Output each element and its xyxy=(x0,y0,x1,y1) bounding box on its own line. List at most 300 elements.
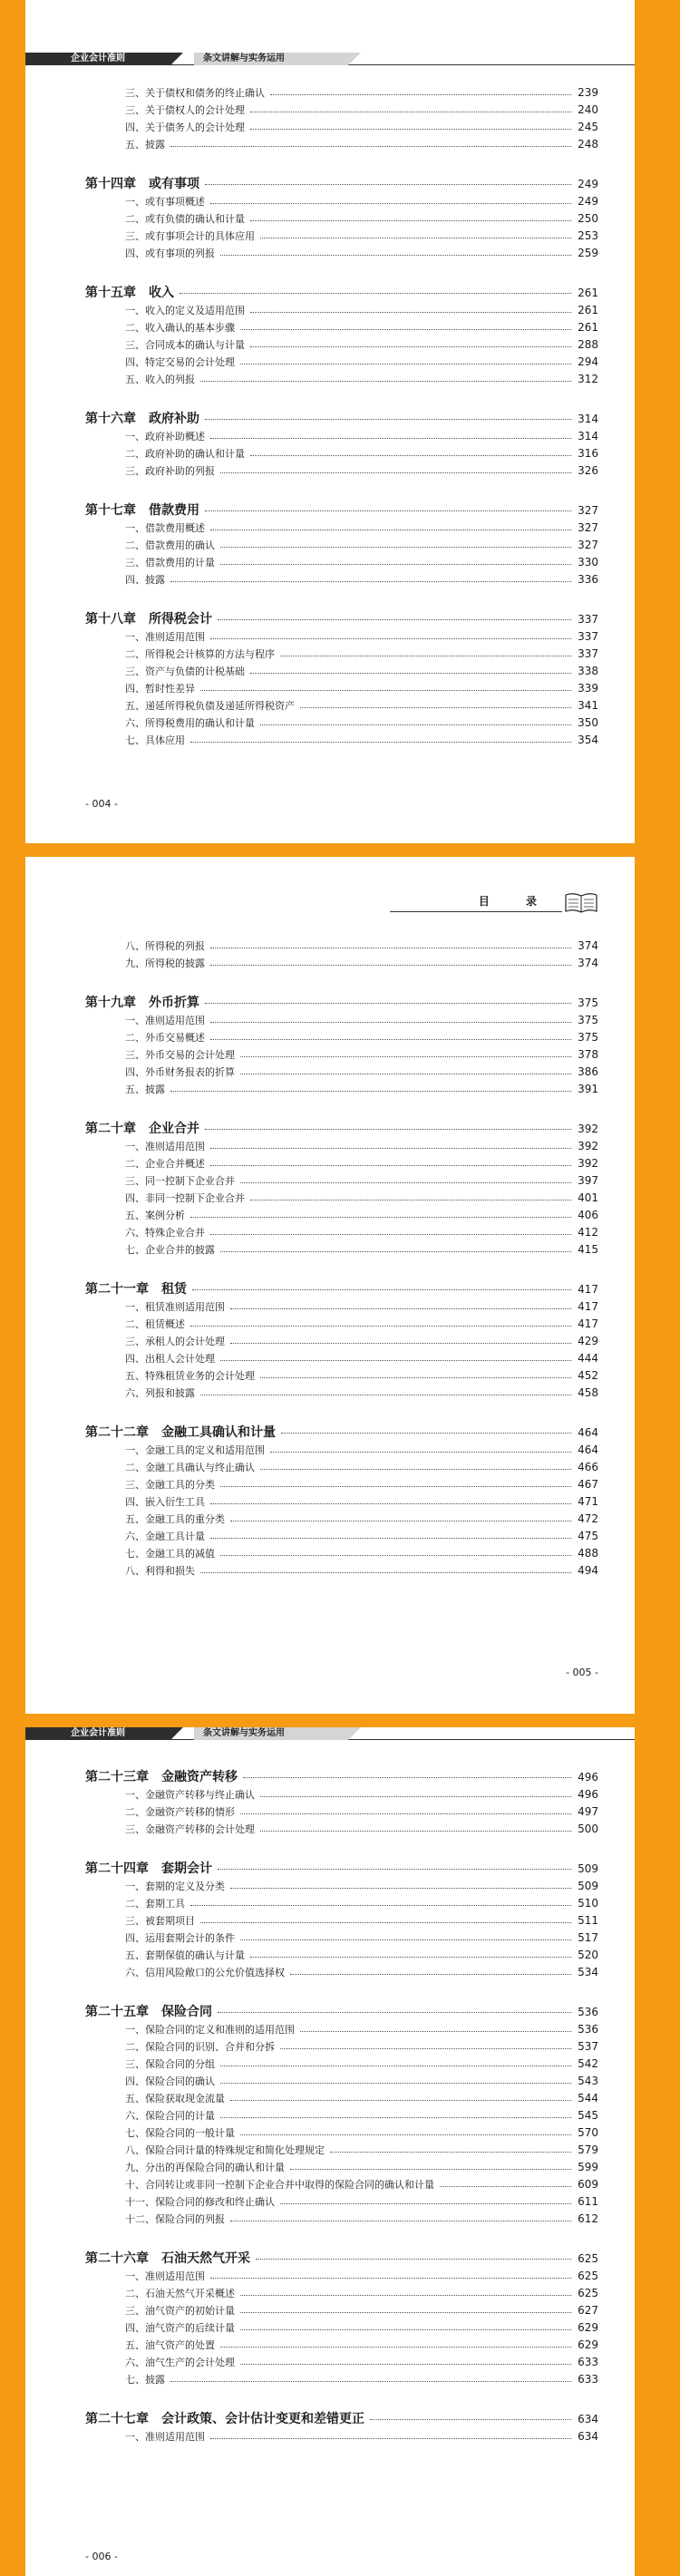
header-book-title: 企业会计准则 xyxy=(25,53,170,65)
page-number: 634 xyxy=(578,2430,598,2443)
toc-section-entry xyxy=(85,2022,598,2039)
dot-leader xyxy=(250,1956,571,1958)
page-number: 629 xyxy=(578,2321,598,2334)
page-folio: - 004 - xyxy=(85,798,118,810)
toc-section-entry xyxy=(85,1208,598,1225)
dot-leader xyxy=(243,1776,571,1778)
section-title: 四、出租人会计处理 xyxy=(125,1353,215,1365)
page-number: 417 xyxy=(578,1300,598,1313)
chapter-number: 第十八章 xyxy=(85,612,136,627)
page-number: 261 xyxy=(578,287,598,299)
dot-leader xyxy=(170,580,571,582)
toc-section-entry xyxy=(85,1385,598,1403)
page-number: 341 xyxy=(578,699,598,712)
toc-section-entry xyxy=(85,2074,598,2091)
dot-leader xyxy=(270,1451,571,1453)
toc-chapter-entry xyxy=(85,283,598,303)
chapter-number: 第十九章 xyxy=(85,996,136,1010)
page-number: 314 xyxy=(578,413,598,425)
page-number: 239 xyxy=(578,86,598,99)
section-title: 三、同一控制下企业合并 xyxy=(125,1175,235,1187)
section-title: 六、特殊企业合并 xyxy=(125,1227,205,1239)
dot-leader xyxy=(240,2311,571,2313)
section-title: 三、合同成本的确认与计量 xyxy=(125,339,245,351)
section-title: 七、保险合同的一般计量 xyxy=(125,2127,235,2139)
section-title: 九、所得税的披露 xyxy=(125,957,205,969)
toc-chapter-entry xyxy=(85,1859,598,1879)
section-title: 一、借款费用概述 xyxy=(125,522,205,534)
dot-leader xyxy=(210,1502,571,1504)
open-book-icon xyxy=(564,891,598,913)
dot-leader xyxy=(330,2151,571,2153)
dot-leader xyxy=(230,1342,571,1344)
dot-leader xyxy=(240,2294,571,2296)
dot-leader xyxy=(218,1868,571,1870)
toc-section-entry xyxy=(85,1173,598,1191)
page-number: 467 xyxy=(578,1478,598,1491)
page-number: 509 xyxy=(578,1880,598,1892)
dot-leader xyxy=(280,2202,571,2204)
dot-leader xyxy=(210,529,571,530)
toc-section-entry xyxy=(85,1299,598,1317)
toc-section-entry xyxy=(85,372,598,389)
page-number: 250 xyxy=(578,212,598,225)
toc-section-entry xyxy=(85,1477,598,1494)
dot-leader xyxy=(260,1830,571,1832)
toc-chapter-entry xyxy=(85,1767,598,1787)
section-title: 五、披露 xyxy=(125,139,165,151)
dot-leader xyxy=(240,1813,571,1814)
page-number: 458 xyxy=(578,1386,598,1399)
dot-leader xyxy=(230,1520,571,1521)
toc-section-entry xyxy=(85,2372,598,2389)
book-page-005 xyxy=(25,857,635,1714)
toc-section-entry xyxy=(85,2194,598,2211)
page-number: 253 xyxy=(578,229,598,242)
toc-section-entry xyxy=(85,715,598,733)
dot-leader xyxy=(240,1939,571,1940)
chapter-title: 石油天然气开采 xyxy=(161,2251,250,2266)
page-number: 374 xyxy=(578,957,598,969)
toc-section-entry xyxy=(85,1368,598,1385)
toc-section-entry xyxy=(85,102,598,120)
dot-leader xyxy=(240,2134,571,2135)
chapter-number: 第二十七章 xyxy=(85,2412,149,2426)
section-title: 三、保险合同的分组 xyxy=(125,2058,215,2070)
toc-section-entry xyxy=(85,1191,598,1208)
toc-section-entry xyxy=(85,1139,598,1156)
page-number: 350 xyxy=(578,716,598,729)
page-number: 249 xyxy=(578,195,598,208)
page-number: 327 xyxy=(578,521,598,534)
section-title: 七、金融工具的减值 xyxy=(125,1548,215,1560)
section-title: 三、被套期项目 xyxy=(125,1915,195,1927)
dot-leader xyxy=(260,1795,571,1797)
page-number: 534 xyxy=(578,1966,598,1978)
toc-section-entry xyxy=(85,228,598,246)
dot-leader xyxy=(218,618,571,620)
toc-section-entry xyxy=(85,2355,598,2372)
dot-leader xyxy=(230,2099,571,2101)
section-title: 一、金融工具的定义和适用范围 xyxy=(125,1444,265,1456)
dot-leader xyxy=(280,2047,571,2049)
dot-leader xyxy=(190,1325,571,1327)
section-title: 四、暂时性差异 xyxy=(125,683,195,695)
section-title: 五、披露 xyxy=(125,1084,165,1095)
toc-section-entry xyxy=(85,572,598,589)
section-title: 四、披露 xyxy=(125,574,165,586)
dot-leader xyxy=(200,689,571,691)
section-title: 二、套期工具 xyxy=(125,1898,185,1910)
dot-leader xyxy=(200,1571,571,1573)
chapter-number: 第二十一章 xyxy=(85,1282,149,1297)
section-title: 三、资产与负债的计税基础 xyxy=(125,666,245,677)
section-title: 二、租赁概述 xyxy=(125,1318,185,1330)
toc-section-entry xyxy=(85,681,598,698)
toc-section-entry xyxy=(85,429,598,446)
page-number: 634 xyxy=(578,2413,598,2425)
section-title: 四、或有事项的列报 xyxy=(125,248,215,259)
toc-section-entry xyxy=(85,2303,598,2320)
section-title: 四、嵌入衍生工具 xyxy=(125,1496,205,1508)
chapter-number: 第十五章 xyxy=(85,286,136,300)
dot-leader xyxy=(200,1921,571,1923)
section-title: 六、保险合同的计量 xyxy=(125,2110,215,2122)
page-number: 386 xyxy=(578,1065,598,1078)
page-number: 392 xyxy=(578,1123,598,1135)
dot-leader xyxy=(190,1216,571,1218)
toc-section-entry xyxy=(85,246,598,263)
toc-section-entry xyxy=(85,1351,598,1368)
page-number: 633 xyxy=(578,2373,598,2386)
page-number: 471 xyxy=(578,1495,598,1508)
section-title: 七、企业合并的披露 xyxy=(125,1244,215,1256)
section-title: 二、金融资产转移的情形 xyxy=(125,1806,235,1818)
section-title: 一、套期的定义及分类 xyxy=(125,1881,225,1892)
dot-leader xyxy=(205,510,571,511)
toc-section-entry xyxy=(85,446,598,463)
chapter-number: 第二十五章 xyxy=(85,2005,149,2019)
toc-section-entry xyxy=(85,698,598,715)
page-number: 330 xyxy=(578,556,598,569)
page-number: 475 xyxy=(578,1530,598,1542)
page-number: 337 xyxy=(578,647,598,660)
toc-section-entry xyxy=(85,1494,598,1512)
dot-leader xyxy=(210,1537,571,1539)
section-title: 一、准则适用范围 xyxy=(125,1141,205,1152)
dot-leader xyxy=(210,1164,571,1166)
toc-section-entry xyxy=(85,2108,598,2125)
toc-section-entry xyxy=(85,2320,598,2338)
toc-chapter-entry xyxy=(85,2409,598,2429)
dot-leader xyxy=(220,1359,571,1361)
chapter-number: 第十四章 xyxy=(85,177,136,191)
section-title: 四、油气资产的后续计量 xyxy=(125,2322,235,2334)
page-number: 625 xyxy=(578,2287,598,2299)
section-title: 七、披露 xyxy=(125,2374,165,2386)
dot-leader xyxy=(200,380,571,382)
toc-section-entry xyxy=(85,1334,598,1351)
toc-section-entry xyxy=(85,2286,598,2303)
header-rule xyxy=(390,911,562,912)
page-number: 240 xyxy=(578,103,598,116)
page-number: 612 xyxy=(578,2212,598,2225)
section-title: 三、外币交易的会计处理 xyxy=(125,1049,235,1061)
section-title: 十二、保险合同的列报 xyxy=(125,2213,225,2225)
dot-leader xyxy=(220,1485,571,1487)
page-number: 354 xyxy=(578,734,598,746)
page-number: 611 xyxy=(578,2195,598,2208)
toc-section-entry xyxy=(85,2125,598,2143)
toc-section-entry xyxy=(85,1879,598,1896)
toc-page-004 xyxy=(85,85,598,750)
section-title: 十、合同转让或非同一控制下企业合并中取得的保险合同的确认和计量 xyxy=(125,2179,434,2191)
toc-section-entry xyxy=(85,2056,598,2074)
chapter-title: 保险合同 xyxy=(161,2005,212,2019)
chapter-title: 金融资产转移 xyxy=(161,1770,238,1784)
page-number: 488 xyxy=(578,1547,598,1560)
toc-section-entry xyxy=(85,1156,598,1173)
dot-leader xyxy=(240,1181,571,1183)
section-title: 一、准则适用范围 xyxy=(125,631,205,643)
dot-leader xyxy=(210,947,571,948)
toc-chapter-entry xyxy=(85,501,598,520)
header-book-title: 企业会计准则 xyxy=(25,1727,170,1740)
page-number: 496 xyxy=(578,1788,598,1801)
dot-leader xyxy=(280,655,571,656)
toc-chapter-entry xyxy=(85,1119,598,1139)
section-title: 二、或有负债的确认和计量 xyxy=(125,213,245,225)
toc-section-entry xyxy=(85,733,598,750)
page-number: 312 xyxy=(578,373,598,385)
page-number: 337 xyxy=(578,613,598,626)
page-number: 509 xyxy=(578,1862,598,1875)
dot-leader xyxy=(220,2065,571,2066)
toc-page-006 xyxy=(85,1747,598,2446)
page-number: 406 xyxy=(578,1209,598,1221)
dot-leader xyxy=(220,1250,571,1252)
section-title: 六、油气生产的会计处理 xyxy=(125,2357,235,2368)
toc-page-005 xyxy=(85,938,598,1580)
dot-leader xyxy=(220,2082,571,2084)
section-title: 二、金融工具确认与终止确认 xyxy=(125,1462,255,1473)
dot-leader xyxy=(240,363,571,365)
toc-chapter-entry xyxy=(85,409,598,429)
dot-leader xyxy=(260,1468,571,1470)
section-title: 三、金融资产转移的会计处理 xyxy=(125,1823,255,1835)
toc-section-entry xyxy=(85,211,598,228)
toc-section-entry xyxy=(85,355,598,372)
chapter-number: 第二十四章 xyxy=(85,1862,149,1876)
toc-section-entry xyxy=(85,1512,598,1529)
page-number: 545 xyxy=(578,2109,598,2122)
section-title: 三、关于债权人的会计处理 xyxy=(125,104,245,116)
dot-leader xyxy=(250,311,571,313)
toc-section-entry xyxy=(85,1030,598,1047)
page-number: 599 xyxy=(578,2161,598,2173)
toc-chapter-entry xyxy=(85,174,598,194)
page-number: 316 xyxy=(578,447,598,460)
page-number: 496 xyxy=(578,1771,598,1784)
section-title: 四、保险合同的确认 xyxy=(125,2075,215,2087)
section-title: 二、保险合同的识别、合并和分拆 xyxy=(125,2041,275,2053)
page-number: 536 xyxy=(578,2006,598,2018)
dot-leader xyxy=(250,219,571,221)
section-title: 三、关于债权和债务的终止确认 xyxy=(125,87,265,99)
running-header xyxy=(25,53,635,65)
toc-section-entry xyxy=(85,2160,598,2177)
section-title: 八、利得和损失 xyxy=(125,1565,195,1577)
page-number: 249 xyxy=(578,178,598,190)
toc-chapter-entry xyxy=(85,1423,598,1443)
section-title: 一、金融资产转移与终止确认 xyxy=(125,1789,255,1801)
page-number: 500 xyxy=(578,1823,598,1835)
page-number: 466 xyxy=(578,1461,598,1473)
chapter-number: 第二十六章 xyxy=(85,2251,149,2266)
section-title: 一、准则适用范围 xyxy=(125,2270,205,2282)
dot-leader xyxy=(220,254,571,256)
page-number: 397 xyxy=(578,1174,598,1187)
toc-section-entry xyxy=(85,1896,598,1913)
toc-section-entry xyxy=(85,1013,598,1030)
chapter-title: 租赁 xyxy=(161,1282,187,1297)
section-title: 三、承租人的会计处理 xyxy=(125,1336,225,1347)
toc-section-entry xyxy=(85,1064,598,1082)
chapter-title: 金融工具确认和计量 xyxy=(161,1425,276,1440)
dot-leader xyxy=(170,2380,571,2382)
toc-chapter-entry xyxy=(85,1279,598,1299)
toc-section-entry xyxy=(85,1546,598,1563)
chapter-title: 收入 xyxy=(149,286,174,300)
toc-section-entry xyxy=(85,664,598,681)
dot-leader xyxy=(192,1288,571,1290)
section-title: 二、企业合并概述 xyxy=(125,1158,205,1170)
dot-leader xyxy=(210,1233,571,1235)
toc-section-entry xyxy=(85,320,598,337)
section-title: 八、保险合同计量的特殊规定和简化处理规定 xyxy=(125,2144,325,2156)
dot-leader xyxy=(260,724,571,725)
section-title: 五、套期保值的确认与计量 xyxy=(125,1949,245,1961)
dot-leader xyxy=(170,145,571,147)
chapter-number: 第二十章 xyxy=(85,1122,136,1136)
dot-leader xyxy=(220,1554,571,1556)
page-number: 570 xyxy=(578,2126,598,2139)
dot-leader xyxy=(370,2418,571,2420)
dot-leader xyxy=(250,454,571,456)
page-number: 510 xyxy=(578,1897,598,1910)
page-number: 494 xyxy=(578,1564,598,1577)
page-number: 336 xyxy=(578,573,598,586)
section-title: 二、所得税会计核算的方法与程序 xyxy=(125,648,275,660)
page-number: 444 xyxy=(578,1352,598,1365)
section-title: 二、外币交易概述 xyxy=(125,1032,205,1044)
dot-leader xyxy=(210,1038,571,1040)
toc-section-entry xyxy=(85,1948,598,1965)
dot-leader xyxy=(250,672,571,674)
dot-leader xyxy=(250,345,571,347)
section-title: 五、金融工具的重分类 xyxy=(125,1513,225,1525)
section-title: 十一、保险合同的修改和终止确认 xyxy=(125,2196,275,2208)
page-number: 248 xyxy=(578,138,598,151)
toc-section-entry xyxy=(85,1804,598,1822)
section-title: 三、或有事项会计的具体应用 xyxy=(125,230,255,242)
toc-section-entry xyxy=(85,1822,598,1839)
page-number: 261 xyxy=(578,304,598,316)
page-number: 472 xyxy=(578,1512,598,1525)
toc-section-entry xyxy=(85,2091,598,2108)
dot-leader xyxy=(210,1147,571,1149)
header-subtitle: 条文讲解与实务运用 xyxy=(194,53,348,65)
dot-leader xyxy=(210,2437,571,2439)
dot-leader xyxy=(210,202,571,204)
dot-leader xyxy=(270,93,571,95)
chapter-number: 第十六章 xyxy=(85,412,136,426)
dot-leader xyxy=(290,1973,571,1975)
dot-leader xyxy=(230,1307,571,1309)
toc-section-entry xyxy=(85,520,598,538)
dot-leader xyxy=(300,2030,571,2032)
page-number: 517 xyxy=(578,1931,598,1944)
toc-section-entry xyxy=(85,463,598,481)
section-title: 六、列报和披露 xyxy=(125,1387,195,1399)
page-number: 542 xyxy=(578,2057,598,2070)
chapter-title: 企业合并 xyxy=(149,1122,199,1136)
dot-leader xyxy=(256,2258,571,2260)
page-number: 412 xyxy=(578,1226,598,1239)
page-number: 629 xyxy=(578,2338,598,2351)
page-number: 338 xyxy=(578,665,598,677)
dot-leader xyxy=(190,741,571,743)
chapter-title: 会计政策、会计估计变更和差错更正 xyxy=(161,2412,364,2426)
chapter-title: 套期会计 xyxy=(161,1862,212,1876)
dot-leader xyxy=(290,2168,571,2170)
section-title: 五、递延所得税负债及递延所得税资产 xyxy=(125,700,295,712)
page-number: 609 xyxy=(578,2178,598,2191)
dot-leader xyxy=(240,1055,571,1057)
page-number: 625 xyxy=(578,2270,598,2282)
toc-section-entry xyxy=(85,1242,598,1259)
page-number: 537 xyxy=(578,2040,598,2053)
toc-chapter-entry xyxy=(85,2249,598,2269)
dot-leader xyxy=(210,1021,571,1023)
page-number: 633 xyxy=(578,2356,598,2368)
page-number: 415 xyxy=(578,1243,598,1256)
page-number: 375 xyxy=(578,1031,598,1044)
page-number: 326 xyxy=(578,464,598,477)
dot-leader xyxy=(250,128,571,130)
toc-section-entry xyxy=(85,194,598,211)
page-number: 245 xyxy=(578,121,598,133)
section-title: 五、案例分析 xyxy=(125,1210,185,1221)
section-title: 一、保险合同的定义和准则的适用范围 xyxy=(125,2024,295,2036)
chapter-title: 外币折算 xyxy=(149,996,199,1010)
section-title: 四、外币财务报表的折算 xyxy=(125,1066,235,1078)
toc-section-entry xyxy=(85,1225,598,1242)
page-number: 452 xyxy=(578,1369,598,1382)
dot-leader xyxy=(440,2185,571,2187)
toc-section-entry xyxy=(85,2211,598,2229)
running-header xyxy=(25,1727,635,1740)
section-title: 二、收入确认的基本步骤 xyxy=(125,322,235,334)
toc-section-entry xyxy=(85,2338,598,2355)
toc-chapter-entry xyxy=(85,609,598,629)
toc-section-entry xyxy=(85,120,598,137)
toc-section-entry xyxy=(85,1443,598,1460)
chapter-number: 第二十二章 xyxy=(85,1425,149,1440)
dot-leader xyxy=(260,1376,571,1378)
chapter-title: 借款费用 xyxy=(149,503,199,518)
dot-leader xyxy=(300,706,571,708)
